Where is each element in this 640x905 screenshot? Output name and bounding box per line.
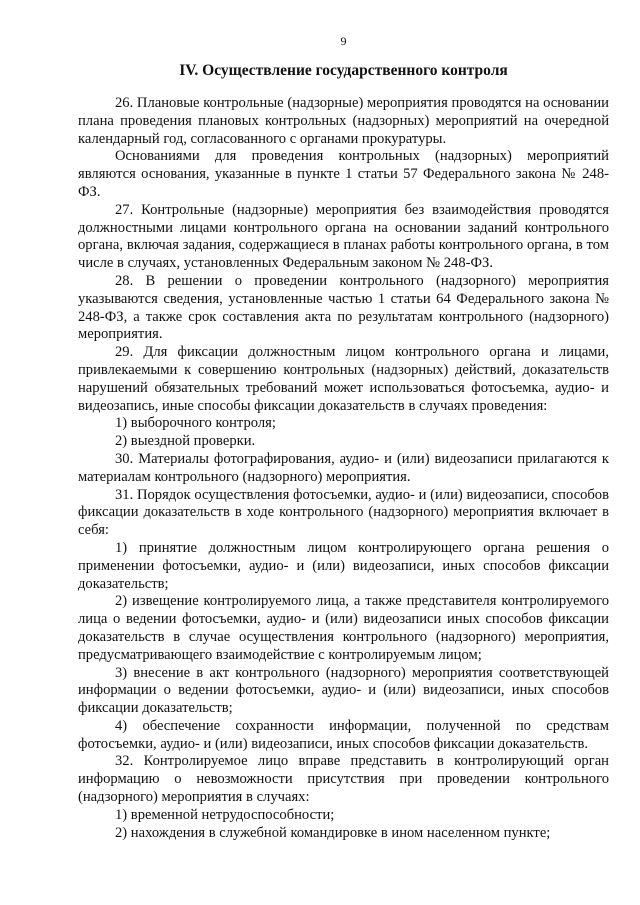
paragraph-28: 28. В решении о проведении контрольного (надзорного) мероприятия указываются сведения, установленные частью 1 статьи 64 Федерального закона № 248-ФЗ, а также срок составления акта по результатам контрольного (надзорного) мероприятия. xyxy=(78,272,609,343)
list-item-31-2: 2) извещение контролируемого лица, а также представителя контролируемого лица о ведении фотосъемки, аудио- и (или) видеозаписи иных способов фиксации доказательств в случае осуществления контрольного (надзорного) мероприятия, предусматривающего взаимодействие с контролируемым лицом; xyxy=(78,593,609,663)
list-item-29-1: 1) выборочного контроля; xyxy=(115,415,276,432)
page-number: 9 xyxy=(340,34,347,48)
paragraph-26-grounds: Основаниями для проведения контрольных (надзорных) мероприятий являются основания, указанные в пункте 1 статьи 57 Федерального закона № 248-ФЗ. xyxy=(78,148,609,200)
paragraph-29: 29. Для фиксации должностным лицом контрольного органа и лицами, привлекаемыми к совершению контрольных (надзорных) действий, доказательств нарушений обязательных требований может использоваться фотосъемка, аудио- и видеозапись, иные способы фиксации доказательств в случаях проведения: xyxy=(78,344,609,414)
list-item-29-2: 2) выездной проверки. xyxy=(115,433,256,450)
document-page xyxy=(78,34,609,842)
section-title: IV. Осуществление государственного контроля xyxy=(179,62,508,79)
paragraph-26: 26. Плановые контрольные (надзорные) мероприятия проводятся на основании плана проведения плановых контрольных (надзорных) мероприятий на очередной календарный год, согласованного с органами прокуратуры. xyxy=(78,95,609,147)
paragraph-30: 30. Материалы фотографирования, аудио- и (или) видеозаписи прилагаются к материалам контрольного (надзорного) мероприятия. xyxy=(78,450,609,485)
list-item-31-3: 3) внесение в акт контрольного (надзорного) мероприятия соответствующей информации о ведении фотосъемки, аудио- и (или) видеозаписи, иных способов фиксации доказательств; xyxy=(78,664,609,717)
list-item-31-4: 4) обеспечение сохранности информации, полученной по средствам фотосъемки, аудио- и (или) видеозаписи, иных способов фиксации доказательств. xyxy=(78,717,609,752)
paragraph-31: 31. Порядок осуществления фотосъемки, аудио- и (или) видеозаписи, способов фиксации доказательств в ходе контрольного (надзорного) мероприятия включает в себя: xyxy=(78,486,609,539)
paragraph-32: 32. Контролируемое лицо вправе представить в контролирующий орган информацию о невозможности присутствия при проведении контрольного (надзорного) мероприятия в случаях: xyxy=(78,753,609,806)
list-item-32-2: 2) нахождения в служебной командировке в ином населенном пункте; xyxy=(115,824,551,841)
paragraph-27: 27. Контрольные (надзорные) мероприятия без взаимодействия проводятся должностными лицами контрольного органа на основании заданий контрольного органа, включая задания, содержащиеся в планах работы контрольного органа, в том числе в случаях, установленных Федеральным законом № 248-ФЗ. xyxy=(78,201,609,272)
list-item-31-1: 1) принятие должностным лицом контролирующего органа решения о применении фотосъемки, аудио- и (или) видеозаписи, иных способов фиксации доказательств; xyxy=(78,539,609,592)
list-item-32-1: 1) временной нетрудоспособности; xyxy=(115,806,335,823)
